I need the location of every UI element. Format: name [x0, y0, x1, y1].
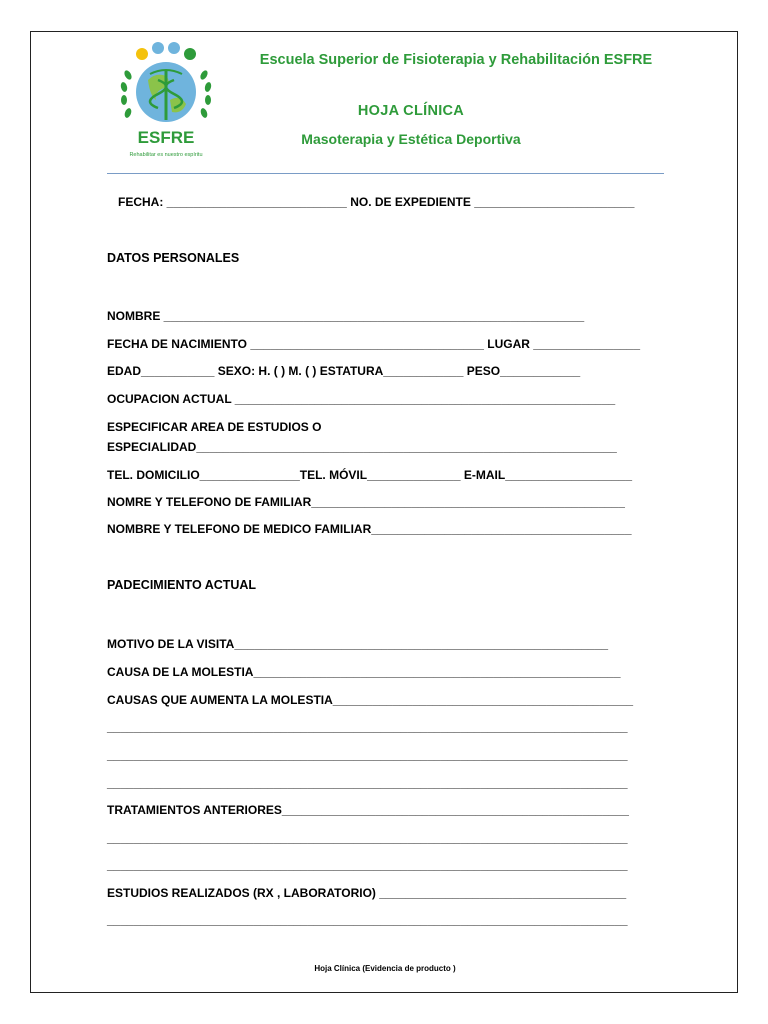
- blank-line[interactable]: ______________________________________________________________________________: [107, 748, 628, 762]
- clinical-form-page: [30, 31, 738, 993]
- esfre-logo: [106, 40, 226, 160]
- field-specialty[interactable]: ESPECIALIDAD_______________________________________________________________: [107, 440, 617, 454]
- section-personal-data: DATOS PERSONALES: [107, 251, 240, 265]
- field-family-doctor[interactable]: NOMBRE Y TELEFONO DE MEDICO FAMILIAR_______________________________________: [107, 522, 632, 536]
- blank-line[interactable]: ______________________________________________________________________________: [107, 776, 628, 790]
- date-and-record-line[interactable]: FECHA: ___________________________ NO. DE EXPEDIENTE ________________________: [118, 195, 635, 209]
- document-subtitle: Masoterapia y Estética Deportiva: [301, 131, 521, 147]
- field-phones-email[interactable]: TEL. DOMICILIO_______________TEL. MÓVIL______________ E-MAIL___________________: [107, 468, 632, 482]
- page-footer: Hoja Clínica (Evidencia de producto ): [314, 964, 456, 973]
- field-occupation[interactable]: OCUPACION ACTUAL _________________________________________________________: [107, 392, 616, 406]
- blank-line[interactable]: ______________________________________________________________________________: [107, 720, 628, 734]
- field-study-area-label: ESPECIFICAR AREA DE ESTUDIOS O: [107, 420, 322, 434]
- field-previous-treatments[interactable]: TRATAMIENTOS ANTERIORES____________________________________________________: [107, 803, 629, 817]
- field-aggravating-causes[interactable]: CAUSAS QUE AUMENTA LA MOLESTIA_____________________________________________: [107, 693, 634, 707]
- field-age-sex-height-weight[interactable]: EDAD___________ SEXO: H. ( ) M. ( ) ESTATURA____________ PESO____________: [107, 364, 581, 378]
- section-current-condition: PADECIMIENTO ACTUAL: [107, 578, 257, 592]
- field-studies-performed[interactable]: ESTUDIOS REALIZADOS (RX , LABORATORIO) _____________________________________: [107, 886, 627, 900]
- blank-line[interactable]: ______________________________________________________________________________: [107, 831, 628, 845]
- document-title: HOJA CLÍNICA: [357, 103, 465, 119]
- field-discomfort-cause[interactable]: CAUSA DE LA MOLESTIA_______________________________________________________: [107, 665, 621, 679]
- svg-text:Rehabilitar es nuestro espírit: Rehabilitar es nuestro espíritu: [129, 152, 203, 158]
- header-divider: [107, 173, 664, 174]
- svg-text:ESFRE: ESFRE: [137, 128, 195, 147]
- field-birth-date-place[interactable]: FECHA DE NACIMIENTO ___________________________________ LUGAR ________________: [107, 337, 641, 351]
- blank-line[interactable]: ______________________________________________________________________________: [107, 913, 628, 927]
- field-visit-reason[interactable]: MOTIVO DE LA VISITA________________________________________________________: [107, 637, 609, 651]
- field-family-contact[interactable]: NOMRE Y TELEFONO DE FAMILIAR_______________________________________________: [107, 495, 625, 509]
- blank-line[interactable]: ______________________________________________________________________________: [107, 858, 628, 872]
- field-name[interactable]: NOMBRE _______________________________________________________________: [107, 309, 585, 323]
- school-name: Escuela Superior de Fisioterapia y Rehabilitación ESFRE: [259, 52, 653, 68]
